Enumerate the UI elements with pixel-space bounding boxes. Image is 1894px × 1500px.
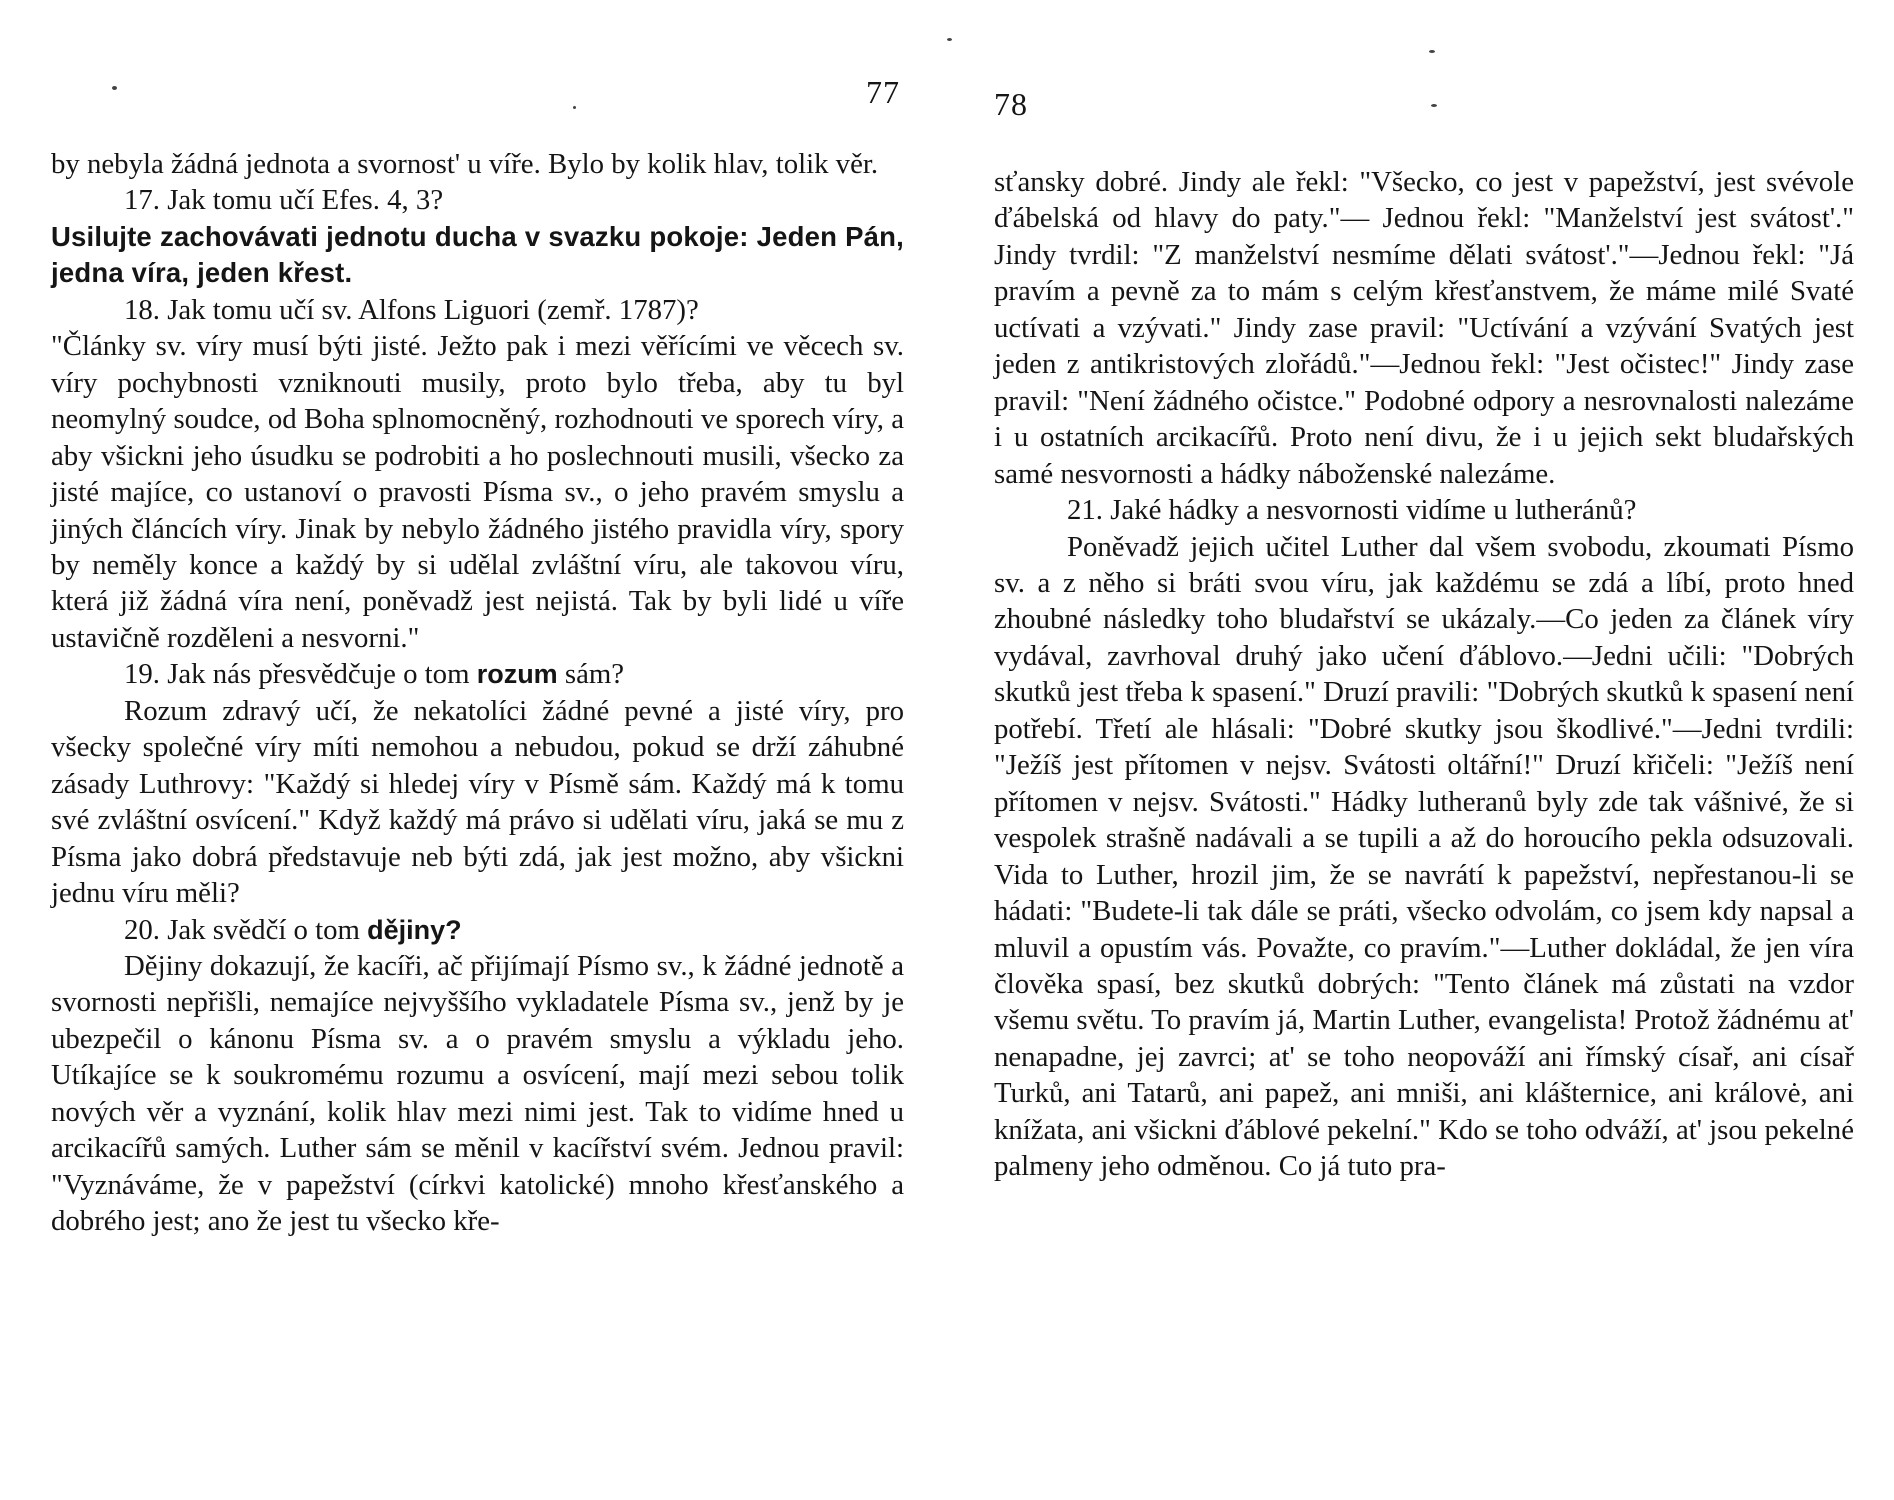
print-speck xyxy=(947,38,952,41)
paragraph-text: Usilujte zachovávati jednotu ducha v svazku pokoje: Jeden Pán, jedna víra, jeden křest. xyxy=(51,220,904,289)
paragraph-text: 18. Jak tomu učí sv. Alfons Liguori (zemř. 1787)? xyxy=(124,293,699,326)
paragraph-text: sťansky dobré. Jindy ale řekl: "Všecko, co jest v papežství, jest svévole ďábelská od hlavy do paty."— Jednou řekl: "Manželství jest svátost'." Jindy tvrdil: "Z manželství nesmíme dělati svátost'."—Jednou řekl: "Já pravím a pevně za to mám s celým křesťanstvem, že máme milé Svaté uctívati a vzývati." Jindy zase pravil: "Uctívání a vzývání Svatých jest jeden z antikristových zlořádů."—Jednou řekl: "Jest očistec!" Jindy zase pravil: "Není žádného očistce." Podobné odpory a nesrovnalosti nalezáme i u ostatních arcikacířů. Proto není divu, že i u jejich sekt bludařských samé nesvornosti a hádky náboženské nalezáme. xyxy=(994,166,1854,490)
text-paragraph xyxy=(51,146,904,182)
paragraph-text: 21. Jaké hádky a nesvornosti vidíme u lutheránů? xyxy=(1067,494,1637,527)
paragraph-text: 17. Jak tomu učí Efes. 4, 3? xyxy=(124,184,444,217)
paragraph-text: Rozum zdravý učí, že nekatolíci žádné pevné a jisté víry, pro všecky společné víry míti nemohou a nebudou, pokud se drží záhubné zásady Luthrovy: "Každý si hledej víry v Písmě sám. Každý má k tomu své zvláštní osvícení." Když každý má právo si udělati víru, jaká se mu z Písma jako dobrá představuje neb býti zdá, jak jest možno, aby všickni jednu víru měli? xyxy=(51,694,904,910)
question-paragraph xyxy=(51,182,904,218)
page-number: 78 xyxy=(994,86,1028,122)
question-paragraph xyxy=(51,912,904,948)
paragraph-text: by nebyla žádná jednota a svornost' u víře. Bylo by kolik hlav, tolik věr. xyxy=(51,148,879,180)
question-paragraph xyxy=(51,656,904,692)
question-paragraph xyxy=(994,492,1854,528)
paragraph-text: "Články sv. víry musí býti jisté. Ježto pak i mezi věřícími ve věcech sv. víry pochybnosti vzniknouti musily, proto bylo třeba, aby tu byl neomylný soudce, od Boha splnomocněný, rozhodnouti ve sporech víry, a aby všickni jeho úsudku se podrobiti a ho poslechnouti musili, všecko za jisté majíce, co ustanoví o pravosti Písma sv., o jeho pravém smyslu a jiných článcích víry. Jinak by nebylo žádného jistého pravidla víry, spory by neměly konce a každý by si udělal zvláštní víru, ale takovou víru, která již žádná víra není, poněvadž jest nejistá. Tak by byli lidé u víře ustavičně rozděleni a nesvorni." xyxy=(51,330,904,654)
paragraph-text: Poněvadž jejich učitel Luther dal všem svobodu, zkoumati Písmo sv. a z něho si bráti svou víru, jak každému se zdá a líbí, proto hned zhoubné následky toho bludařství se ukázaly.—Co jeden za článek víry vydával, zavrhoval druhý jako učení ďáblovo.—Jedni učili: "Dobrých skutků jest třeba k spasení." Druzí pravili: "Dobrých skutků k spasení není potřebí. Třetí ale hlásali: "Dobré skutky jsou škodlivé."—Jedni tvrdili: "Ježíš jest přítomen v nejsv. Svátosti oltářní!" Druzí křičeli: "Ježíš není přítomen v nejsv. Svátosti." Hádky lutheranů byly zde tak vášnivé, že si vespolek strašně nadávali a se tupili a až do horoucího pekla odsuzovali. Vida to Luther, hrozil jim, že se navrátí k papežství, nepřestanou-li se hádati: "Budete-li tak dále se práti, všecko odvolám, co jsem kdy napsal a mluvil a opustím vás. Považte, co pravím."—Luther dokládal, že jen víra člověka spasí, bez skutků dobrých: "Tento článek má zůstati na vzdor všemu světu. To pravím já, Martin Luther, evangelista! Protož žádnému at' nenapadne, jej zavrci; at' se toho neopováží ani římský císař, ani císař Turků, ani Tatarů, ani papež, ani mniši, ani klášternice, ani královė, ani knížata, ani všickni ďáblové pekelní." Kdo se toho odváží, at' jsou pekelné palmeny jeho odměnou. Co já tuto pra- xyxy=(994,530,1854,1183)
text-paragraph xyxy=(994,529,1854,1185)
paragraph-text: Dějiny dokazují, že kacíři, ač přijímají Písmo sv., k žádné jednotě a svornosti nepřišli, nemajíce nejvyššího vykladatele Písma sv., jenž by je ubezpečil o kánonu Písma sv. a o pravém smyslu a výkladu jeho. Utíkajíce se k soukromému rozumu a osvícení, mají mezi sebou tolik nových věr a vyznání, kolik hlav mezi nimi jest. Tak to vidíme hned u arcikacířů samých. Luther sám se měnil v kacířství svém. Jednou pravil: "Vyznáváme, že v papežství (církvi katolické) mnoho křesťanského a dobrého jest; ano že jest tu všecko kře- xyxy=(51,949,904,1238)
text-paragraph xyxy=(51,948,904,1240)
print-speck xyxy=(1429,50,1435,53)
right-page-text xyxy=(994,164,1854,1185)
print-speck xyxy=(112,86,117,90)
right-page xyxy=(947,0,1894,1500)
paragraph-text-tail: sám? xyxy=(557,658,625,691)
text-paragraph xyxy=(51,693,904,912)
emphasis-word: rozum xyxy=(476,659,558,690)
quote-paragraph xyxy=(51,219,904,292)
print-speck xyxy=(1431,104,1437,107)
emphasis-word: dějiny? xyxy=(367,914,462,945)
print-speck xyxy=(573,106,576,109)
text-paragraph xyxy=(994,164,1854,492)
paragraph-text: 19. Jak nás přesvědčuje o tom xyxy=(124,658,477,691)
paragraph-text: 20. Jak svědčí o tom xyxy=(124,913,368,946)
page-number: 77 xyxy=(866,74,900,110)
question-paragraph xyxy=(51,292,904,328)
left-page-text xyxy=(51,146,904,1240)
text-paragraph xyxy=(51,328,904,656)
